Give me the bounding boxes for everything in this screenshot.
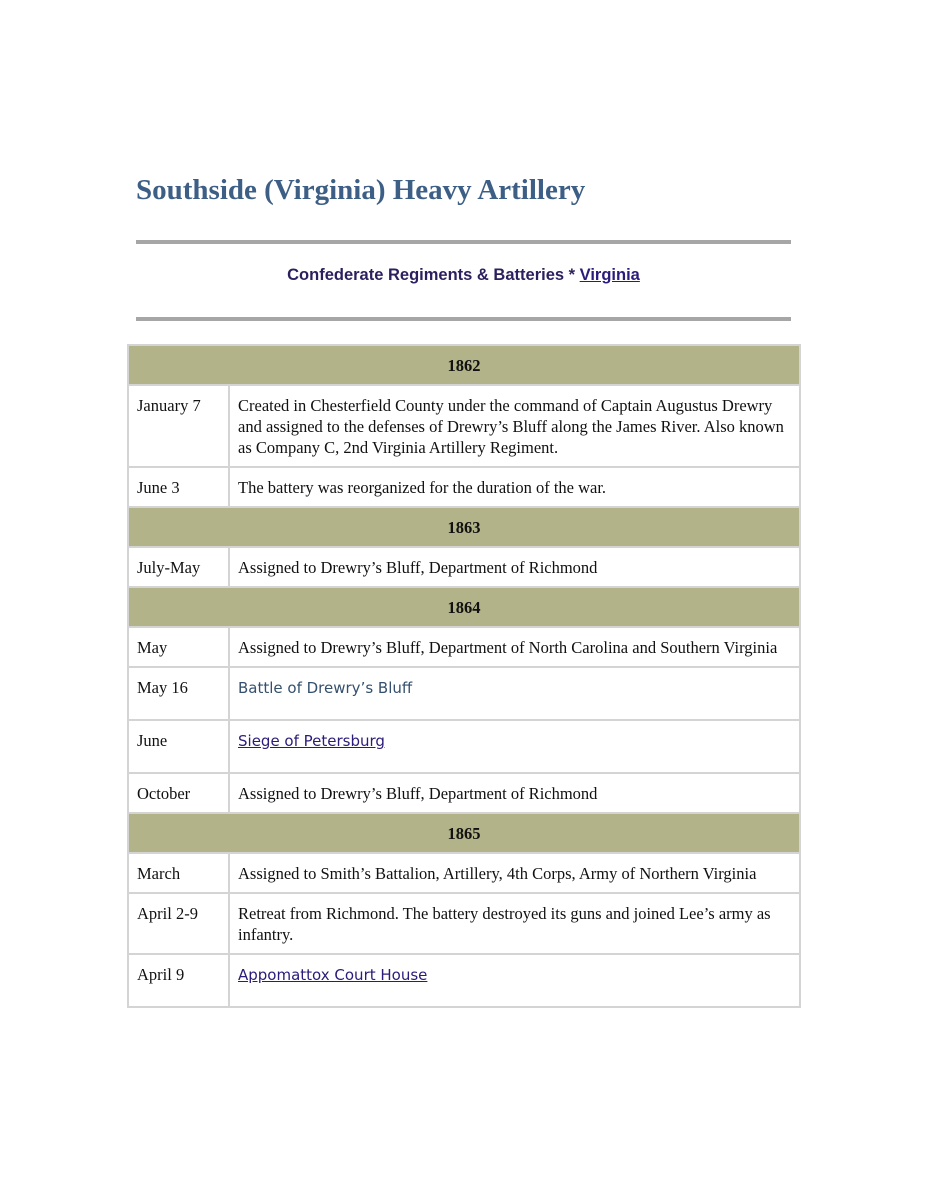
year-header: 1862: [129, 346, 801, 386]
event-date: June: [129, 721, 230, 774]
year-row-1863: [129, 508, 801, 548]
year-header: 1864: [129, 588, 801, 628]
event-date: July-May: [129, 548, 230, 588]
table-row: [129, 668, 801, 721]
battle-of-drewrys-bluff-link[interactable]: Battle of Drewry’s Bluff: [238, 679, 413, 697]
table-row: [129, 774, 801, 814]
table-row: [129, 548, 801, 588]
appomattox-court-house-link[interactable]: Appomattox Court House: [238, 966, 428, 984]
table-row: [129, 894, 801, 955]
event-date: May 16: [129, 668, 230, 721]
table-row: [129, 628, 801, 668]
year-row-1864: [129, 588, 801, 628]
table-row: [129, 468, 801, 508]
event-description: [230, 668, 801, 721]
siege-of-petersburg-link[interactable]: Siege of Petersburg: [238, 732, 385, 750]
event-description: [230, 721, 801, 774]
year-row-1862: [129, 346, 801, 386]
event-description: Created in Chesterfield County under the command of Captain Augustus Drewry and assigned to the defenses of Drewry’s Bluff along the James River. Also known as Company C, 2nd Virginia Artillery Regiment.: [230, 386, 801, 468]
event-description: Assigned to Drewry’s Bluff, Department of North Carolina and Southern Virginia: [230, 628, 801, 668]
table-row: [129, 955, 801, 1008]
event-date: April 9: [129, 955, 230, 1008]
event-description: Assigned to Smith’s Battalion, Artillery, 4th Corps, Army of Northern Virginia: [230, 854, 801, 894]
page-title: Southside (Virginia) Heavy Artillery: [136, 174, 586, 206]
series-subtitle: [136, 266, 791, 285]
event-date: January 7: [129, 386, 230, 468]
table-row: [129, 721, 801, 774]
series-subtitle-text: Confederate Regiments & Batteries *: [287, 266, 580, 284]
event-description: [230, 955, 801, 1008]
year-header: 1863: [129, 508, 801, 548]
service-timeline-table: [127, 344, 801, 1008]
event-date: June 3: [129, 468, 230, 508]
year-header: 1865: [129, 814, 801, 854]
top-divider: [136, 240, 791, 244]
event-description: The battery was reorganized for the duration of the war.: [230, 468, 801, 508]
event-description: Retreat from Richmond. The battery destroyed its guns and joined Lee’s army as infantry.: [230, 894, 801, 955]
table-row: [129, 854, 801, 894]
event-date: May: [129, 628, 230, 668]
event-date: October: [129, 774, 230, 814]
table-row: [129, 386, 801, 468]
year-row-1865: [129, 814, 801, 854]
virginia-link[interactable]: Virginia: [579, 266, 640, 284]
event-date: March: [129, 854, 230, 894]
event-description: Assigned to Drewry’s Bluff, Department of Richmond: [230, 774, 801, 814]
event-description: Assigned to Drewry’s Bluff, Department of Richmond: [230, 548, 801, 588]
bottom-divider: [136, 317, 791, 321]
event-date: April 2-9: [129, 894, 230, 955]
